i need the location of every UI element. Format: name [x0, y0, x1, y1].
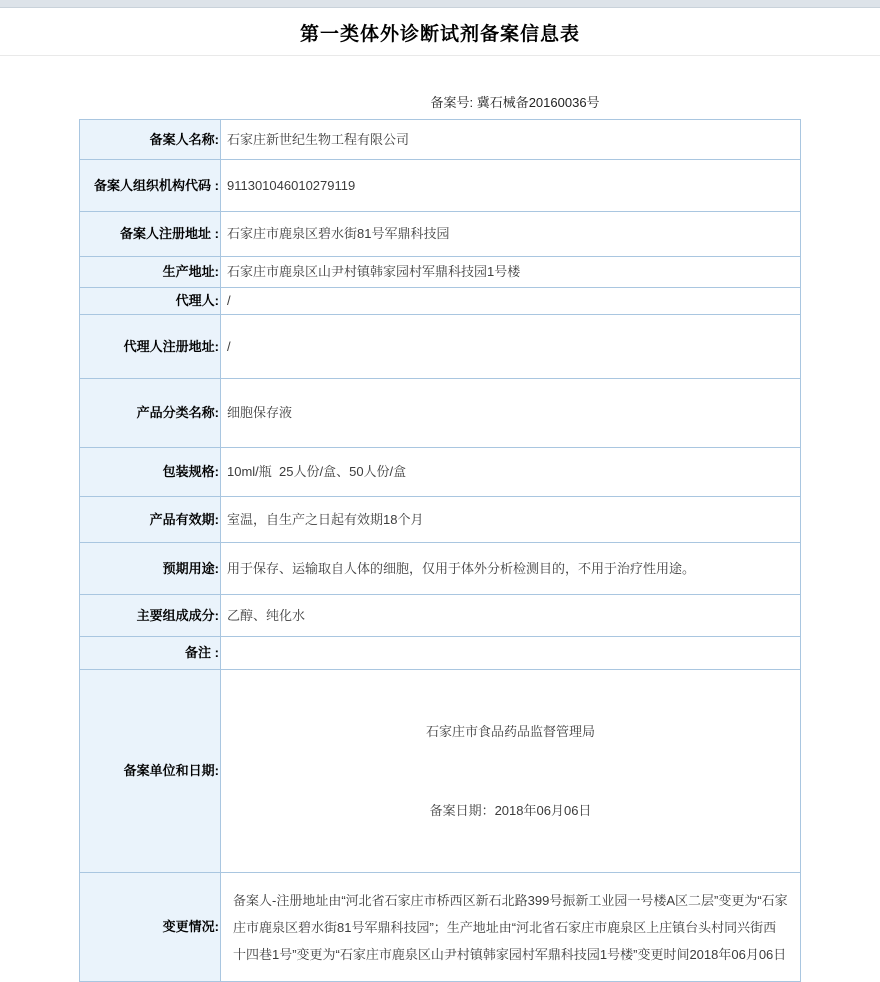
- row-label: 产品分类名称:: [80, 379, 221, 448]
- row-filing-authority-and-date: [80, 670, 801, 873]
- row-main-components: [80, 595, 801, 637]
- row-value: 用于保存、运输取自人体的细胞，仅用于体外分析检测目的，不用于治疗性用途。: [221, 543, 801, 595]
- filing-number-label: 备案号:: [430, 95, 474, 110]
- row-production-address: [80, 257, 801, 288]
- row-label: 代理人:: [80, 288, 221, 315]
- row-label: 备案人注册地址 :: [80, 212, 221, 257]
- row-product-validity: [80, 497, 801, 543]
- row-label: 主要组成成分:: [80, 595, 221, 637]
- filing-number-line: [79, 92, 801, 111]
- row-value: 石家庄市鹿泉区碧水街81号军鼎科技园: [221, 212, 801, 257]
- row-label: 变更情况:: [80, 873, 221, 982]
- row-filer-registered-address: [80, 212, 801, 257]
- row-value: /: [221, 288, 801, 315]
- row-product-category-name: [80, 379, 801, 448]
- row-value: 石家庄市鹿泉区山尹村镇韩家园村军鼎科技园1号楼: [221, 257, 801, 288]
- page-title: 第一类体外诊断试剂备案信息表: [299, 24, 580, 45]
- row-value: 乙醇、纯化水: [221, 595, 801, 637]
- row-value: 911301046010279119: [221, 160, 801, 212]
- row-remarks: [80, 637, 801, 670]
- row-label: 代理人注册地址:: [80, 315, 221, 379]
- row-label: 备案人组织机构代码 :: [80, 160, 221, 212]
- row-agent: [80, 288, 801, 315]
- row-label: 生产地址:: [80, 257, 221, 288]
- row-label: 备案人名称:: [80, 120, 221, 160]
- filing-number-value: 冀石械备20160036号: [476, 95, 600, 110]
- window-top-edge-bar: [0, 0, 880, 8]
- row-filer-name: [80, 120, 801, 160]
- row-value: 石家庄新世纪生物工程有限公司: [221, 120, 801, 160]
- row-value: [221, 637, 801, 670]
- row-label: 备案单位和日期:: [80, 670, 221, 873]
- row-intended-use: [80, 543, 801, 595]
- row-label: 预期用途:: [80, 543, 221, 595]
- row-value: 10ml/瓶 25人份/盒、50人份/盒: [221, 448, 801, 497]
- row-value: 室温，自生产之日起有效期18个月: [221, 497, 801, 543]
- title-divider-line: [0, 55, 880, 56]
- row-value: 备案人-注册地址由“河北省石家庄市桥西区新石北路399号振新工业园一号楼A区二层”变更为“石家庄市鹿泉区碧水街81号军鼎科技园”；生产地址由“河北省石家庄市鹿泉区上庄镇台头村同兴街西十四巷1号”变更为“石家庄市鹿泉区山尹村镇韩家园村军鼎科技园1号楼”变更时间2018年06月06日: [221, 873, 801, 982]
- row-change-info: [80, 873, 801, 982]
- row-value: [221, 670, 801, 873]
- row-package-specification: [80, 448, 801, 497]
- filing-authority-name: 石家庄市食品药品监督管理局: [425, 724, 595, 739]
- row-filer-org-code: [80, 160, 801, 212]
- row-label: 包装规格:: [80, 448, 221, 497]
- row-label: 备注 :: [80, 637, 221, 670]
- row-agent-registered-address: [80, 315, 801, 379]
- row-value: 细胞保存液: [221, 379, 801, 448]
- filing-info-table: [79, 119, 801, 982]
- filing-date: 备案日期：2018年06月06日: [429, 802, 592, 818]
- row-value: /: [221, 315, 801, 379]
- row-label: 产品有效期:: [80, 497, 221, 543]
